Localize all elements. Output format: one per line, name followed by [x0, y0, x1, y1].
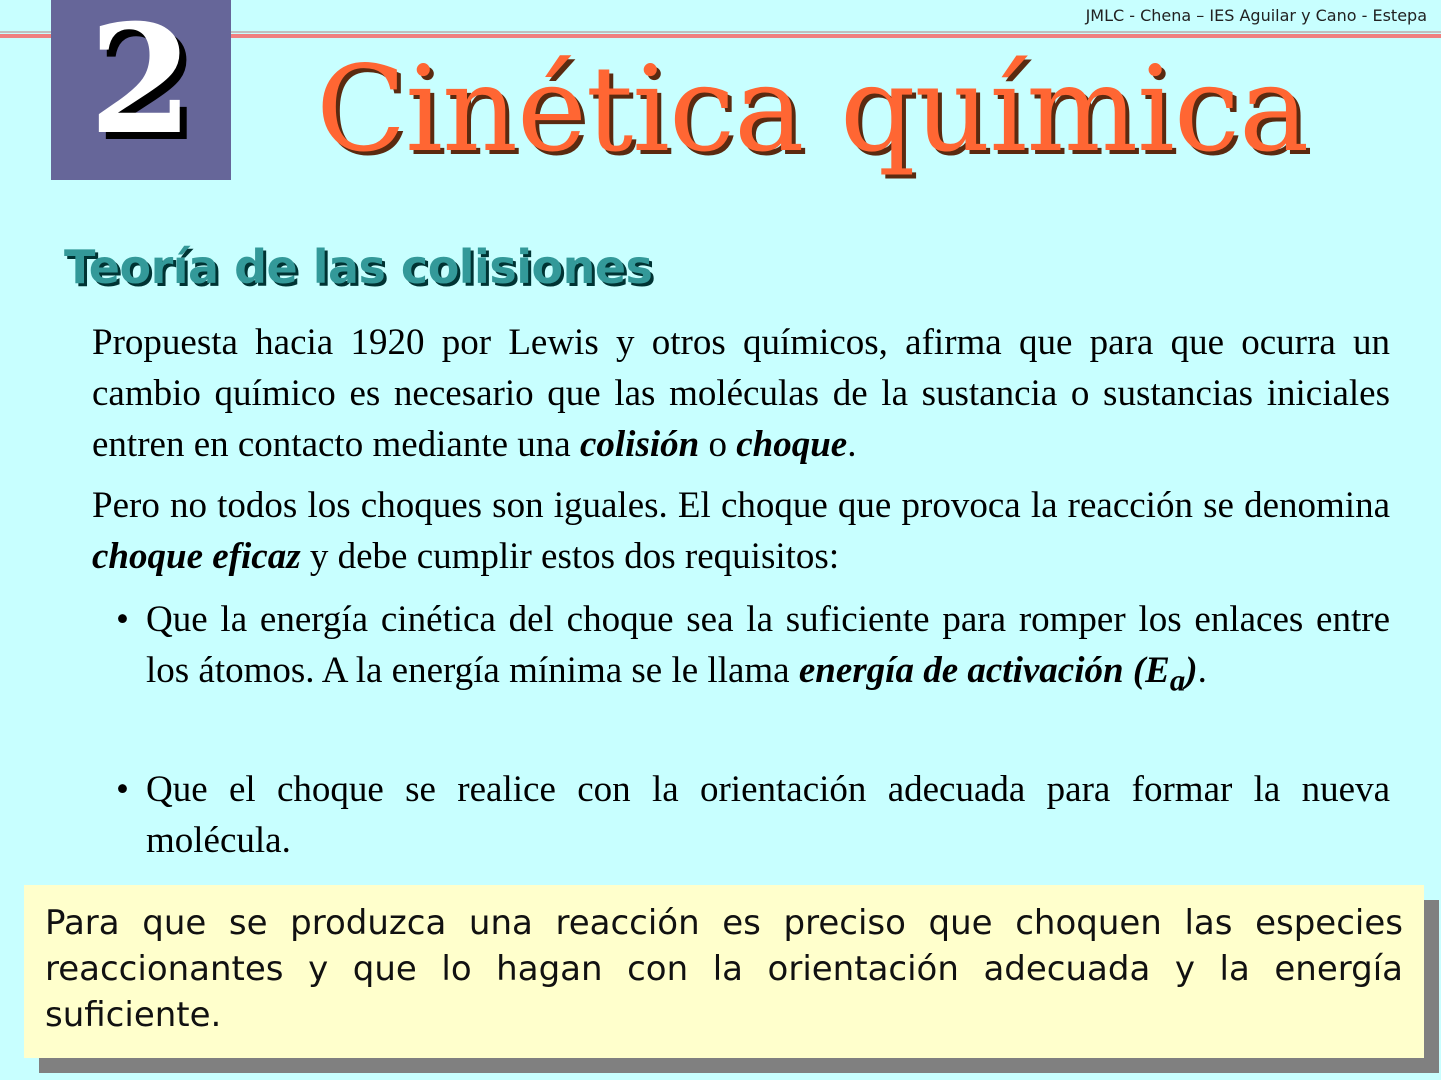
chapter-number: 2	[88, 0, 194, 168]
emphasis: )	[1185, 650, 1198, 691]
text: Pero no todos los choques son iguales. El choque que provoca la reacción se denomina	[92, 485, 1390, 526]
paragraph-effective-collision	[92, 480, 1390, 582]
list-item	[116, 594, 1390, 706]
subscript: a	[1169, 663, 1186, 698]
slide-title: Cinética química	[316, 40, 1309, 178]
emphasis: choque eficaz	[92, 536, 301, 577]
chapter-number-box	[51, 0, 231, 180]
author-credit: JMLC - Chena – IES Aguilar y Cano - Estepa	[1085, 6, 1427, 25]
list-item	[116, 764, 1390, 866]
text: y debe cumplir estos dos requisitos:	[300, 536, 840, 577]
text: Que la energía cinética del choque sea la suficiente para romper los enlaces entre los átomos. A la energía mínima se le llama	[146, 599, 1390, 691]
text: .	[847, 424, 857, 465]
text: Que el choque se realice con la orientación adecuada para formar la nueva molécula.	[146, 769, 1390, 861]
text: Propuesta hacia 1920 por Lewis y otros químicos, afirma que para que ocurra un cambio químico es necesario que las moléculas de la sustancia o sustancias iniciales entren en contacto mediante una	[92, 322, 1390, 465]
emphasis: choque	[736, 424, 848, 465]
text: .	[1197, 650, 1207, 691]
bullet-icon: •	[116, 599, 129, 640]
summary-note-text: Para que se produzca una reacción es preciso que choquen las especies reaccionantes y que lo hagan con la orientación adecuada y la energía suficiente.	[45, 903, 1403, 1035]
section-heading: Teoría de las colisiones	[64, 240, 653, 294]
emphasis: energía de activación (E	[798, 650, 1170, 691]
paragraph-intro	[92, 317, 1390, 470]
emphasis: colisión	[579, 424, 700, 465]
summary-note-box	[24, 885, 1424, 1058]
text: o	[699, 424, 737, 465]
bullet-icon: •	[116, 769, 129, 810]
